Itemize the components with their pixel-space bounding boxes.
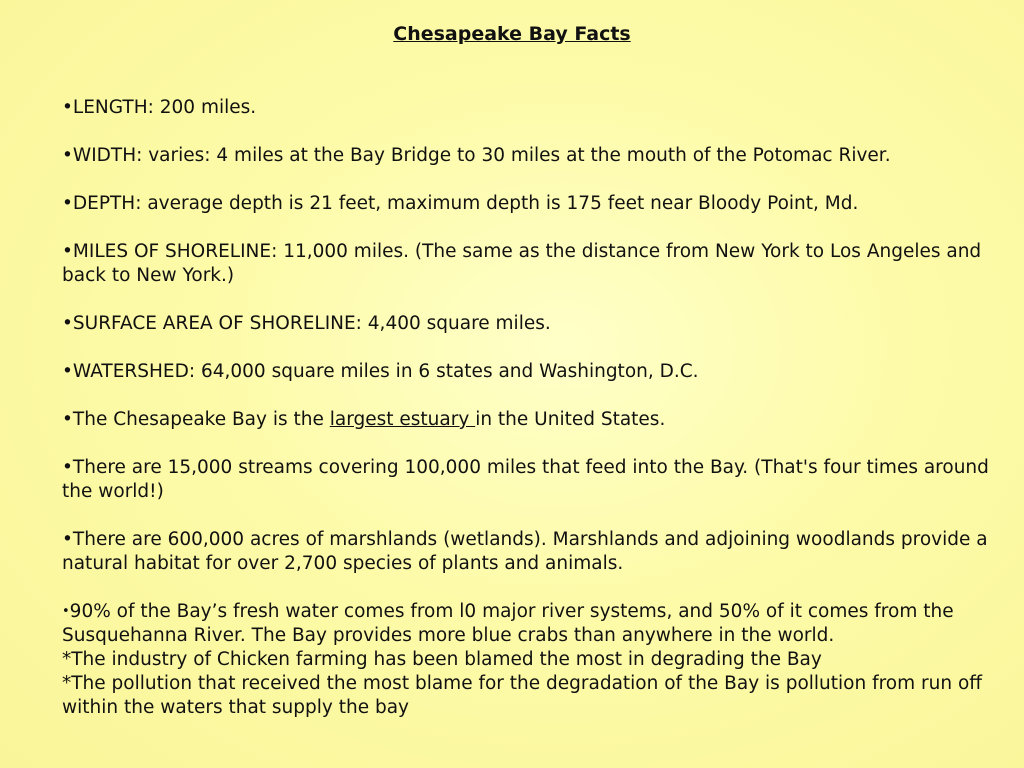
fact-estuary — [62, 408, 1007, 432]
fact-estuary-text-after: in the United States. — [475, 409, 666, 430]
facts-list — [62, 96, 1007, 720]
fact-depth: •DEPTH: average depth is 21 feet, maximum depth is 175 feet near Bloody Point, Md. — [62, 193, 859, 214]
fact-watershed: •WATERSHED: 64,000 square miles in 6 states and Washington, D.C. — [62, 361, 699, 382]
fact-freshwater-text: 90% of the Bay’s fresh water comes from l0 major river systems, and 50% of it comes from the Susquehanna River. The Bay provides more blue crabs than anywhere in the world. — [62, 601, 954, 646]
fact-shoreline: •MILES OF SHORELINE: 11,000 miles. (The same as the distance from New York to Los Angeles and back to New York.) — [62, 241, 982, 286]
bullet-icon: • — [62, 604, 70, 619]
fact-chicken-farming: *The industry of Chicken farming has been blamed the most in degrading the Bay — [62, 649, 822, 670]
page-title: Chesapeake Bay Facts — [393, 23, 631, 45]
fact-length: •LENGTH: 200 miles. — [62, 97, 257, 118]
largest-estuary-link[interactable]: largest estuary — [329, 409, 476, 430]
fact-surface-area: •SURFACE AREA OF SHORELINE: 4,400 square miles. — [62, 313, 551, 334]
fact-pollution: *The pollution that received the most blame for the degradation of the Bay is pollution from run off within the waters that supply the bay — [62, 673, 983, 718]
fact-estuary-text-before: •The Chesapeake Bay is the — [62, 409, 330, 430]
fact-freshwater — [62, 600, 1007, 648]
fact-marshlands: •There are 600,000 acres of marshlands (wetlands). Marshlands and adjoining woodlands provide a natural habitat for over 2,700 species of plants and animals. — [62, 529, 988, 574]
fact-streams: •There are 15,000 streams covering 100,000 miles that feed into the Bay. (That's four times around the world!) — [62, 457, 989, 502]
fact-width: •WIDTH: varies: 4 miles at the Bay Bridge to 30 miles at the mouth of the Potomac River. — [62, 145, 891, 166]
